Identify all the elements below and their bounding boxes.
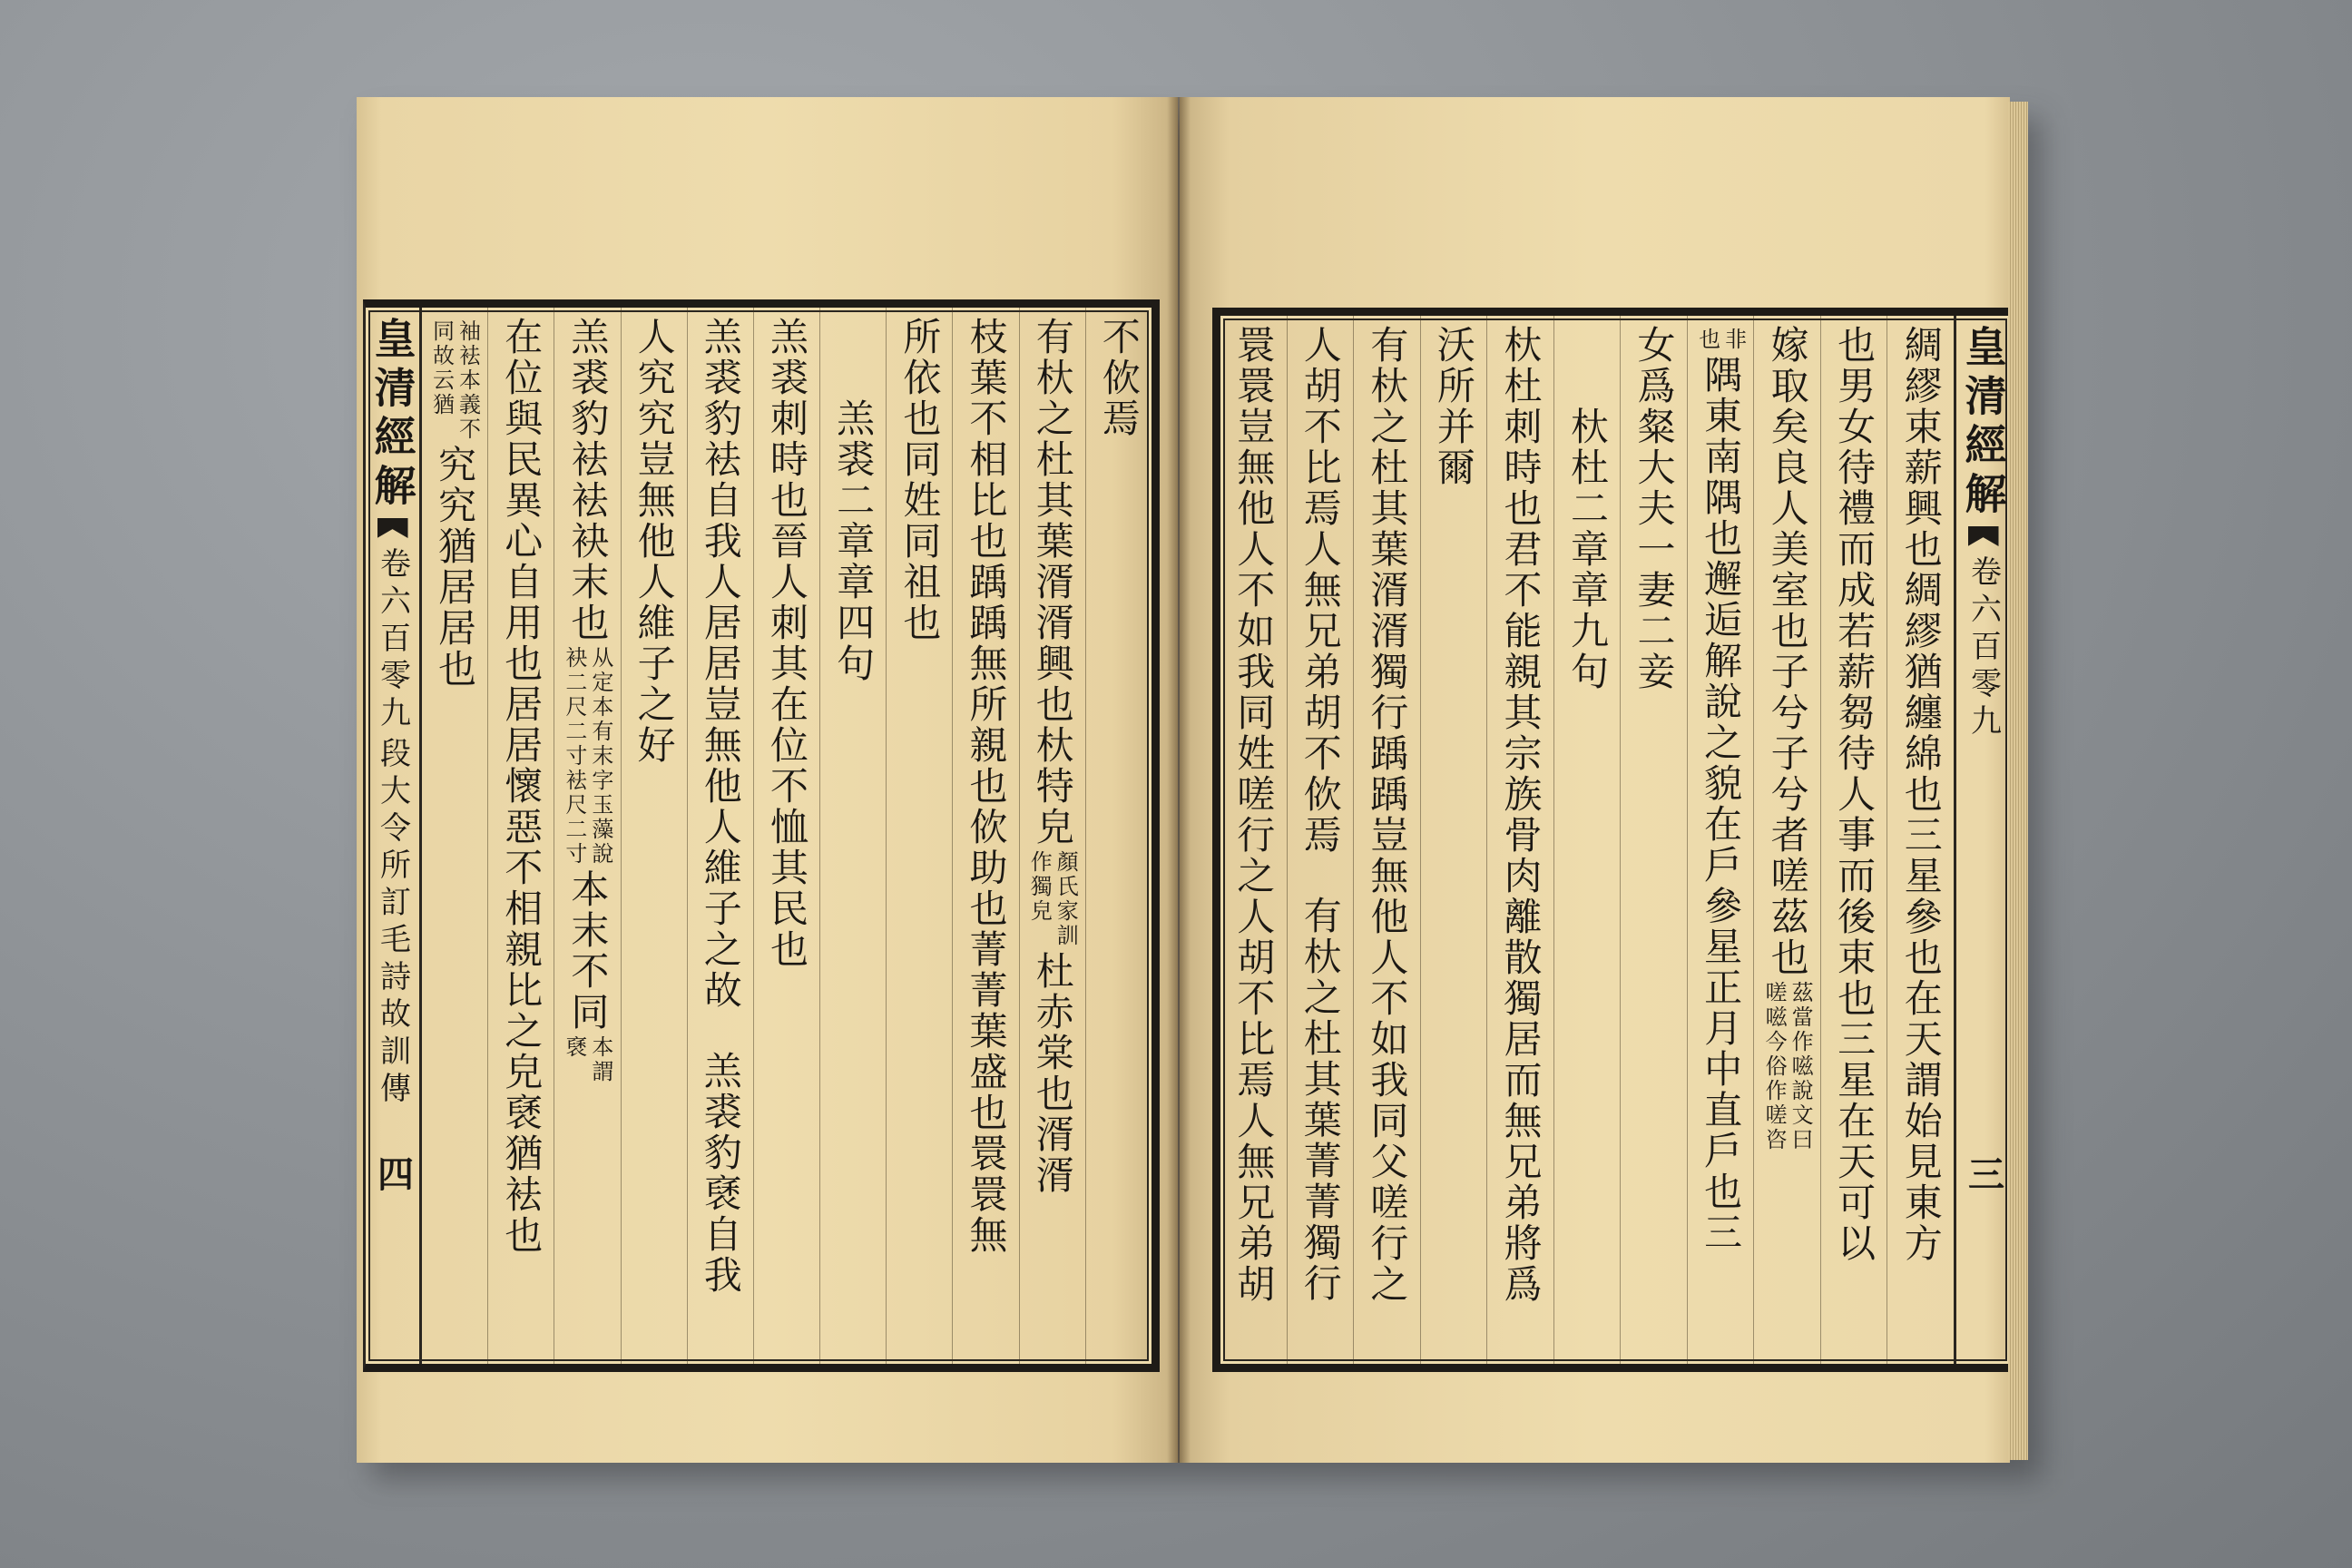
main-text: 在位與民異心自用也居居懷惡不相親比之皃褎猶袪也	[499, 317, 544, 1256]
main-text: 不佽焉	[1096, 317, 1142, 439]
right-page-text-columns	[1220, 316, 1954, 1364]
note-line: 同故云猶	[428, 319, 455, 417]
interlinear-note	[561, 646, 613, 867]
banxin-leaf-number: 三	[1962, 1155, 2005, 1191]
chapter-summary-column	[819, 308, 886, 1364]
note-line: 非	[1720, 328, 1747, 352]
text-column	[1420, 316, 1487, 1364]
text-column	[1486, 316, 1553, 1364]
main-text: 杜赤棠也湑湑	[1030, 951, 1075, 1196]
book-gutter	[1167, 97, 1191, 1463]
text-column	[621, 308, 687, 1364]
note-line: 顏氏家訓	[1053, 850, 1079, 948]
text-column	[1220, 316, 1287, 1364]
text-column	[1353, 316, 1420, 1364]
main-text: 睘睘豈無他人不如我同姓嗟行之人胡不比焉人無兄弟胡	[1231, 325, 1277, 1305]
note-line: 从定本有末字玉藻說	[587, 646, 613, 867]
text-column	[753, 308, 819, 1364]
note-line: 袖袪本義不	[455, 319, 481, 442]
text-column	[554, 308, 620, 1364]
main-text: 隅東南隅也邂逅解說之貌在戶參星正月中直戶也三	[1699, 355, 1744, 1253]
interlinear-note	[1761, 981, 1814, 1152]
main-text: 有杕之杜其葉湑湑獨行踽踽豈無他人不如我同父嗟行之	[1365, 325, 1410, 1305]
right-page-frame	[1212, 308, 2010, 1372]
text-column	[1620, 316, 1687, 1364]
main-text: 人胡不比焉人無兄弟胡不佽焉	[1298, 325, 1343, 856]
right-page	[1180, 97, 2010, 1463]
main-text: 羔裘二章章四句	[831, 398, 877, 684]
main-text: 羔裘刺時也晉人刺其在位不恤其民也	[764, 317, 809, 970]
main-text: 女爲粲大夫一妻二妾	[1632, 325, 1677, 692]
main-text: 綢繆束薪興也綢繆猶纏綿也三星參也在天謂始見東方	[1898, 325, 1944, 1264]
main-text: 有杕之杜其葉菁菁獨行	[1298, 896, 1343, 1304]
note-line: 袂二尺二寸袪尺二寸	[561, 646, 587, 867]
banxin-leaf-number: 四	[371, 1155, 415, 1191]
main-text: 羔裘豹袪自我人居居豈無他人維子之故	[698, 317, 743, 1011]
left-page-text-columns	[422, 308, 1152, 1364]
note-line: 茲當作嗞說文曰	[1788, 981, 1814, 1152]
text-column	[1687, 316, 1754, 1364]
interlinear-note	[1026, 850, 1079, 948]
main-text: 枝葉不相比也踽踽無所親也佽助也菁菁葉盛也睘睘無	[964, 317, 1009, 1256]
chapter-summary-column	[1553, 316, 1621, 1364]
note-line: 也	[1694, 328, 1720, 352]
banxin-juan: 卷六百零九	[374, 547, 411, 733]
banxin-title: 皇清經解	[1958, 325, 2008, 521]
text-column	[1820, 316, 1887, 1364]
left-page-banxin	[366, 308, 422, 1364]
main-text: 所依也同姓同祖也	[897, 317, 943, 643]
right-page-banxin	[1954, 316, 2010, 1364]
main-text: 杕杜刺時也君不能親其宗族骨肉離散獨居而無兄弟將爲	[1498, 325, 1544, 1305]
left-page	[357, 97, 1178, 1463]
text-column	[1287, 316, 1354, 1364]
main-text: 有杕之杜其葉湑湑興也杕特皃	[1030, 317, 1075, 848]
page-edges	[2008, 102, 2028, 1460]
main-text: 羔裘豹袪袪袂末也	[565, 317, 611, 643]
main-text: 究究猶居居也	[433, 445, 478, 690]
interlinear-note	[561, 1035, 613, 1084]
main-text: 本末不同	[565, 869, 611, 1033]
text-column	[422, 308, 487, 1364]
main-text: 人究究豈無他人維子之好	[632, 317, 677, 766]
note-line: 作獨皃	[1026, 850, 1053, 924]
note-line: 本謂	[587, 1035, 613, 1084]
left-page-frame	[363, 299, 1160, 1372]
note-line: 嗟嗞今俗作嗟咨	[1761, 981, 1788, 1152]
note-line: 褎	[561, 1035, 587, 1060]
banxin-book-title: 段大令所訂毛詩故訓傳	[374, 737, 411, 1109]
banxin-title: 皇清經解	[368, 317, 417, 513]
text-column	[952, 308, 1018, 1364]
banxin-juan: 卷六百零九	[1965, 555, 2002, 741]
text-column	[687, 308, 753, 1364]
text-column	[1085, 308, 1152, 1364]
text-column	[1753, 316, 1820, 1364]
text-column	[487, 308, 554, 1364]
text-column	[1019, 308, 1085, 1364]
fishtail-mark-icon	[377, 518, 408, 538]
interlinear-note	[1694, 328, 1747, 352]
main-text: 羔裘豹褎自我	[698, 1051, 743, 1296]
main-text: 嫁取矣良人美室也子兮子兮者嗟茲也	[1765, 325, 1810, 978]
text-column	[886, 308, 952, 1364]
fishtail-mark-icon	[1968, 526, 1999, 546]
main-text: 沃所并爾	[1431, 325, 1476, 488]
main-text: 也男女待禮而成若薪芻待人事而後束也三星在天可以	[1832, 325, 1877, 1264]
text-column	[1886, 316, 1954, 1364]
interlinear-note	[428, 319, 481, 442]
main-text: 杕杜二章章九句	[1564, 407, 1610, 692]
